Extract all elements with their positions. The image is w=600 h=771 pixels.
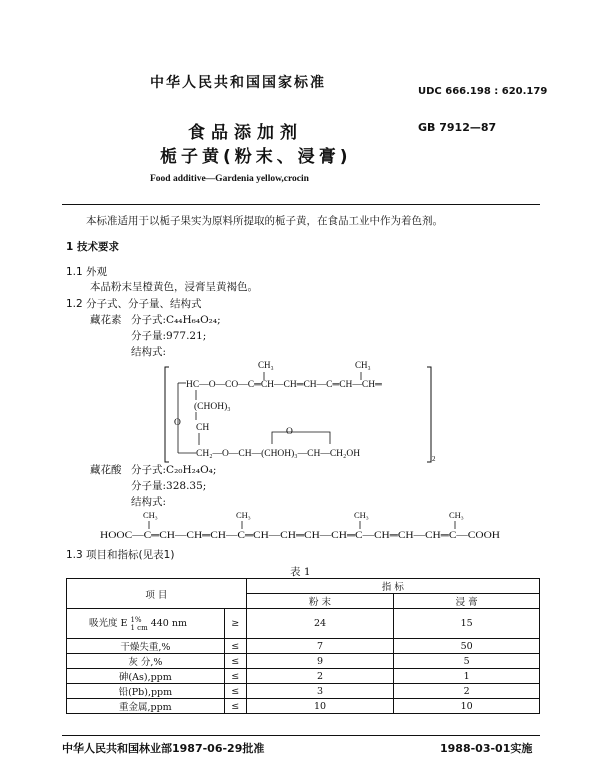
- spec-table: [66, 578, 540, 714]
- approval-note: 中华人民共和国林业部1987-06-29批准: [62, 742, 265, 755]
- row-powder: 2: [246, 669, 394, 684]
- crocin-chohx3: (CHOH)₃: [194, 402, 231, 412]
- table-row: [67, 609, 540, 639]
- header-index: 指 标: [246, 579, 539, 594]
- crocin-ch: CH: [196, 423, 210, 433]
- crocin-bridge-o: O: [286, 427, 293, 437]
- section-1-1-text: 本品粉末呈橙黄色，浸膏呈黄褐色。: [90, 281, 258, 293]
- section-1-3-heading: 1.3 项目和指标(见表1): [66, 549, 175, 561]
- crocetin-formula: 分子式:C₂₀H₂₄O₄;: [131, 464, 217, 476]
- row-sym: ≤: [224, 669, 246, 684]
- header-powder: 粉 末: [246, 594, 394, 609]
- row-paste: 10: [394, 699, 540, 714]
- row-sym: ≥: [224, 609, 246, 639]
- crocin-ch3-2: CH₃: [355, 360, 371, 370]
- header-item: 项 目: [67, 579, 247, 609]
- row-item: 铅(Pb),ppm: [67, 684, 225, 699]
- section-1-1-heading: 1.1 外观: [66, 266, 108, 278]
- crocin-ring-o: O: [174, 418, 181, 428]
- row-item-absorbance: 吸光度 E 1% 1 cm 440 nm: [67, 609, 225, 639]
- english-title: Food additive—Gardenia yellow,crocin: [150, 174, 309, 184]
- crocetin-ch3-1: CH₃: [143, 510, 158, 520]
- row-item: 干燥失重,%: [67, 639, 225, 654]
- row-paste: 50: [394, 639, 540, 654]
- implementation-date: 1988-03-01实施: [440, 742, 533, 755]
- footer-rule: [62, 735, 540, 736]
- row-sym: ≤: [224, 654, 246, 669]
- crocin-main-chain: HC—O—CO—C═CH—CH═CH—C═CH—CH═: [186, 380, 382, 390]
- doc-title-line2: 栀子黄(粉末、浸膏): [160, 147, 352, 167]
- table-row: [67, 684, 540, 699]
- row-paste: 2: [394, 684, 540, 699]
- row-item: 重金属,ppm: [67, 699, 225, 714]
- row-paste: 1: [394, 669, 540, 684]
- crocetin-mw: 分子量:328.35;: [131, 480, 207, 492]
- crocin-formula: 分子式:C₄₄H₆₄O₂₄;: [131, 314, 221, 326]
- section-1-heading: 1 技术要求: [66, 241, 119, 253]
- gb-number: GB 7912—87: [418, 121, 497, 134]
- row-paste: 15: [394, 609, 540, 639]
- crocin-bottom-chain: CH₂—O—CH—(CHOH)₃—CH—CH₂OH: [196, 449, 361, 459]
- bracket-subscript: 2: [432, 455, 436, 463]
- udc-number: UDC 666.198 : 620.179: [418, 86, 548, 97]
- header-paste: 浸 膏: [394, 594, 540, 609]
- table-caption: 表 1: [290, 566, 311, 578]
- row-powder: 9: [246, 654, 394, 669]
- crocetin-ch3-3: CH₃: [354, 510, 369, 520]
- crocin-struct-label: 结构式:: [131, 346, 167, 358]
- row-sym: ≤: [224, 699, 246, 714]
- crocin-mw: 分子量:977.21;: [131, 330, 207, 342]
- section-1-2-heading: 1.2 分子式、分子量、结构式: [66, 298, 202, 310]
- crocetin-name: 藏花酸: [90, 464, 122, 476]
- row-paste: 5: [394, 654, 540, 669]
- standard-title: 中华人民共和国国家标准: [150, 75, 326, 91]
- crocin-name: 藏花素: [90, 314, 122, 326]
- row-sym: ≤: [224, 684, 246, 699]
- row-sym: ≤: [224, 639, 246, 654]
- table-row: [67, 639, 540, 654]
- doc-title-line1: 食品添加剂: [188, 123, 303, 143]
- row-powder: 10: [246, 699, 394, 714]
- table-row: [67, 654, 540, 669]
- table-row: [67, 699, 540, 714]
- crocin-ch3-1: CH₃: [258, 360, 274, 370]
- row-powder: 7: [246, 639, 394, 654]
- row-item: 灰 分,%: [67, 654, 225, 669]
- row-item: 砷(As),ppm: [67, 669, 225, 684]
- crocetin-ch3-2: CH₃: [236, 510, 251, 520]
- row-powder: 3: [246, 684, 394, 699]
- intro-text: 本标准适用于以栀子果实为原料所提取的栀子黄，在食品工业中作为着色剂。: [86, 215, 443, 227]
- crocetin-ch3-4: CH₃: [449, 510, 464, 520]
- row-powder: 24: [246, 609, 394, 639]
- table-row: [67, 669, 540, 684]
- crocetin-chain: HOOC—C═CH—CH═CH—C═CH—CH═CH—CH═C—CH═CH—CH═C—COOH: [100, 531, 501, 541]
- crocetin-struct-label: 结构式:: [131, 496, 167, 508]
